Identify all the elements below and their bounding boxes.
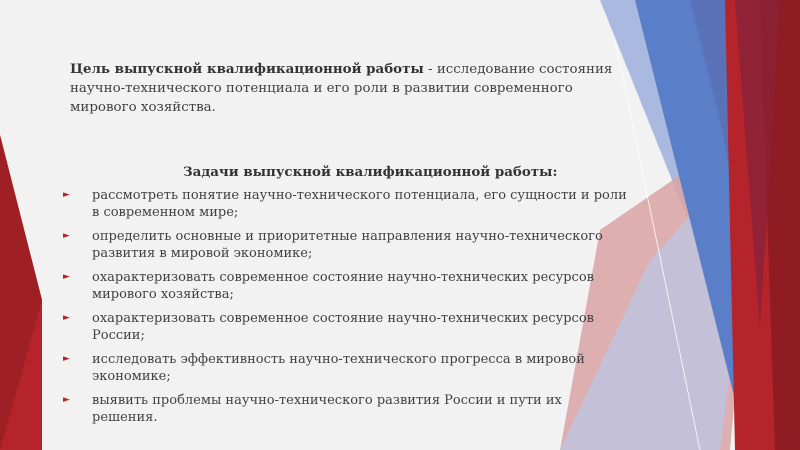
triangle-right-icon: ► bbox=[63, 313, 70, 323]
task-text: рассмотреть понятие научно-технического потенциала, его сущности и роли в современном мире; bbox=[92, 188, 627, 220]
tasks-heading: Задачи выпускной квалификационной работы: bbox=[183, 164, 558, 180]
goal-lead: Цель выпускной квалификационной работы bbox=[70, 61, 424, 77]
triangle-right-icon: ► bbox=[63, 272, 70, 282]
task-list bbox=[60, 187, 630, 433]
triangle-right-icon: ► bbox=[63, 354, 70, 364]
task-text: охарактеризовать современное состояние научно-технических ресурсов России; bbox=[92, 311, 594, 343]
list-item bbox=[60, 351, 630, 385]
task-text: выявить проблемы научно-технического развития России и пути их решения. bbox=[92, 393, 562, 425]
task-text: охарактеризовать современное состояние научно-технических ресурсов мирового хозяйства; bbox=[92, 270, 594, 302]
goal-paragraph bbox=[70, 60, 630, 117]
list-item bbox=[60, 187, 630, 221]
triangle-right-icon: ► bbox=[63, 190, 70, 200]
list-item bbox=[60, 392, 630, 426]
task-text: определить основные и приоритетные направления научно-технического развития в мировой экономике; bbox=[92, 229, 603, 261]
list-item bbox=[60, 310, 630, 344]
triangle-right-icon: ► bbox=[63, 395, 70, 405]
goal-text: - исследование состояния научно-технического потенциала и его роли в развитии современного мирового хозяйства. bbox=[70, 62, 613, 115]
triangle-right-icon: ► bbox=[63, 231, 70, 241]
task-text: исследовать эффективность научно-технического прогресса в мировой экономике; bbox=[92, 352, 585, 384]
list-item bbox=[60, 269, 630, 303]
list-item bbox=[60, 228, 630, 262]
